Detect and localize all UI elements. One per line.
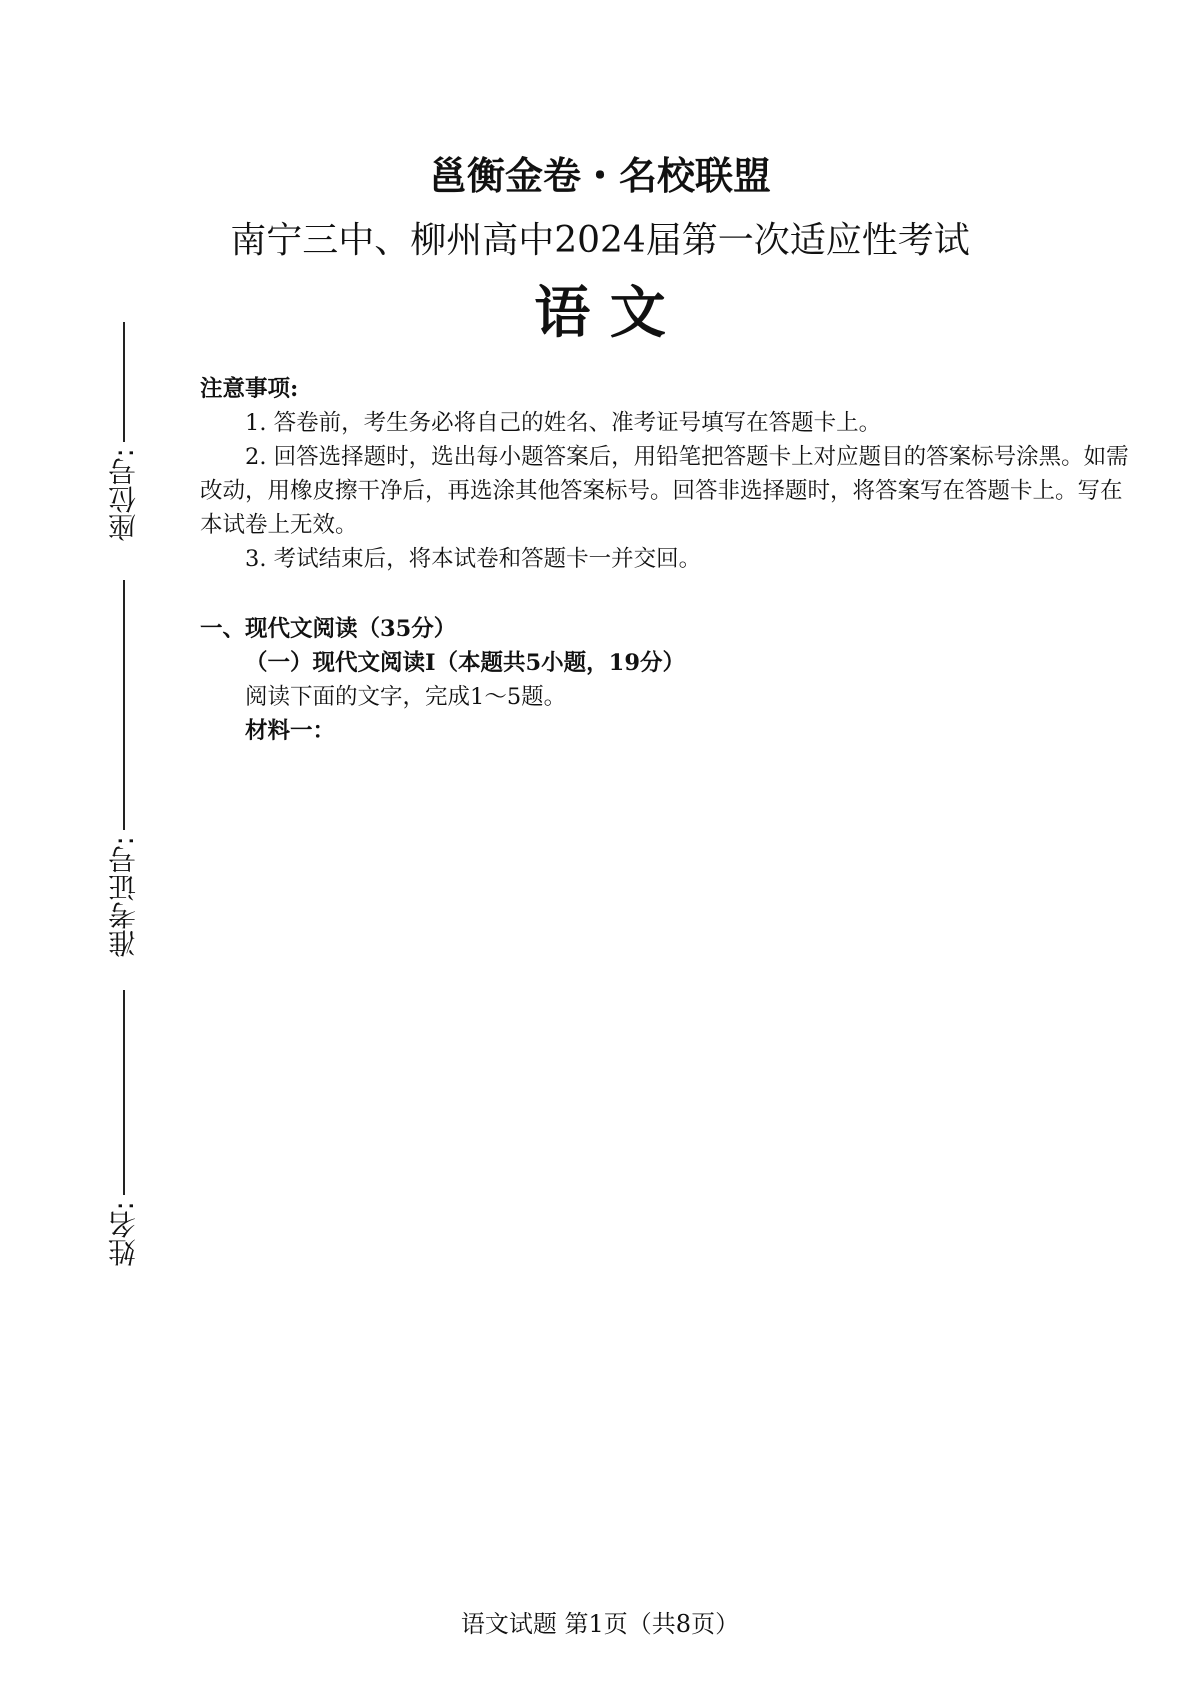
notice-title: 注意事项: — [200, 376, 299, 402]
section-instruction: 阅读下面的文字，完成1～5题。 — [245, 684, 567, 710]
main-content — [200, 372, 1140, 748]
notice-item: 2. 回答选择题时，选出每小题答案后，用铅笔把答题卡上对应题目的答案标号涂黑。如需改动，用橡皮擦干净后，再选涂其他答案标号。回答非选择题时，将答案写在答题卡上。写在本试卷上无效。 — [200, 444, 1129, 538]
seat-number-field — [104, 322, 144, 541]
seat-number-line — [123, 322, 125, 442]
name-line — [123, 990, 125, 1195]
name-field — [104, 990, 144, 1266]
page-footer: 语文试题 第1页（共8页） — [460, 1610, 740, 1638]
spacer — [200, 576, 1140, 612]
subject-title: 语 文 — [534, 280, 666, 346]
name-label: 姓名: — [107, 1201, 140, 1267]
material-label: 材料一： — [245, 718, 336, 744]
ticket-number-line — [123, 580, 125, 830]
ticket-number-label: 准考证号: — [107, 836, 140, 958]
notice-item: 1. 答卷前，考生务必将自己的姓名、准考证号填写在答题卡上。 — [245, 410, 882, 436]
section-title: 一、现代文阅读（35分） — [200, 616, 457, 642]
seat-number-label: 座位号: — [107, 448, 140, 542]
section-subtitle: （一）现代文阅读I（本题共5小题，19分） — [245, 650, 685, 676]
ticket-number-field — [104, 580, 144, 957]
exam-series-title: 邕衡金卷・名校联盟 — [428, 153, 771, 198]
notice-item: 3. 考试结束后，将本试卷和答题卡一并交回。 — [245, 546, 702, 572]
exam-name-title: 南宁三中、柳州高中2024届第一次适应性考试 — [230, 220, 970, 261]
